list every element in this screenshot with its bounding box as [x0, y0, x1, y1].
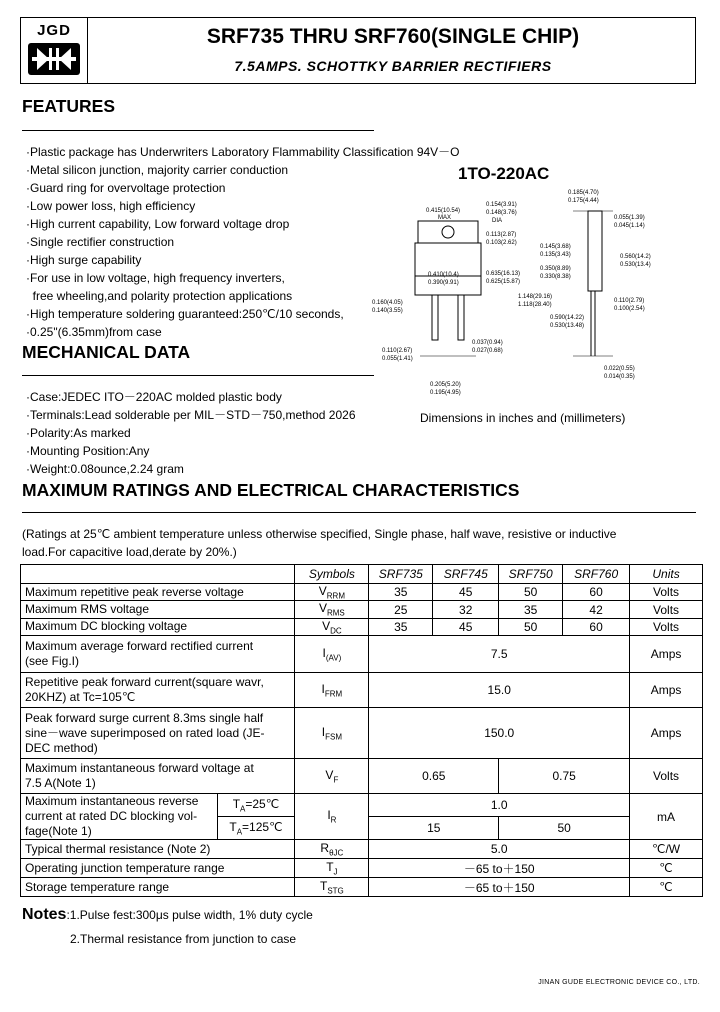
ratings-heading: MAXIMUM RATINGS AND ELECTRICAL CHARACTERISTICS	[22, 480, 520, 500]
dim-label: 0.350(8.89)	[540, 266, 571, 272]
dim-label: 0.560(14.2)	[620, 254, 651, 260]
unit-cell: Volts	[630, 601, 703, 618]
table-header-row	[21, 565, 703, 584]
value-cell: 50	[499, 817, 630, 840]
condition-text: T	[229, 819, 237, 834]
value-cell: 1.0	[369, 794, 630, 817]
features-rule	[22, 130, 374, 131]
value-cell: 35	[499, 601, 563, 618]
feature-item: ·High surge capability	[26, 253, 142, 267]
condition-value: =25℃	[245, 796, 280, 811]
mechanical-item: ·Mounting Position:Any	[26, 444, 150, 458]
dim-label: 0.145(3.68)	[540, 244, 571, 250]
dim-label: 0.014(0.35)	[604, 374, 635, 380]
dim-label: 0.635(16.13)	[486, 271, 521, 277]
param-cell	[21, 636, 295, 673]
feature-item: ·Guard ring for overvoltage protection	[26, 181, 226, 195]
value-cell: 0.65	[369, 759, 499, 794]
note-item: :1.Pulse fest:300μs pulse width, 1% duty cycle	[66, 908, 313, 922]
feature-item: ·0.25"(6.35mm)from case	[26, 325, 162, 339]
value-cell: 50	[499, 584, 563, 601]
feature-item: ·High temperature soldering guaranteed:250℃/10 seconds,	[26, 307, 344, 321]
dim-label: 0.027(0.68)	[472, 348, 503, 354]
dim-label: 0.530(13.48)	[550, 323, 585, 329]
package-title: 1TO-220AC	[458, 164, 550, 183]
value-cell: 15.0	[369, 673, 630, 708]
param-line: Repetitive peak forward current(square wavr,	[25, 675, 264, 690]
symbol-sub: R	[330, 815, 337, 825]
dim-label: 0.140(3.55)	[372, 308, 403, 314]
value-cell: 60	[563, 584, 630, 601]
dim-label: DIA	[492, 218, 503, 224]
symbol-cell	[295, 673, 369, 708]
mechanical-list	[26, 388, 356, 478]
value-cell: 42	[563, 601, 630, 618]
table-row	[21, 859, 703, 878]
dim-label: 0.110(2.67)	[382, 348, 413, 354]
header-srf745: SRF745	[433, 565, 499, 584]
mechanical-item: ·Case:JEDEC ITO－220AC molded plastic body	[26, 390, 282, 404]
dim-label: 1.148(29.16)	[518, 294, 553, 300]
header-srf750: SRF750	[499, 565, 563, 584]
notes-line-1	[22, 906, 313, 924]
dim-label: 0.055(1.39)	[614, 215, 645, 221]
note-item: 2.Thermal resistance from junction to case	[70, 932, 297, 946]
mechanical-rule	[22, 375, 374, 376]
dim-label: 0.135(3.43)	[540, 252, 571, 258]
dim-label: 0.530(13.4)	[620, 262, 651, 268]
param-line: Maximum instantaneous reverse	[25, 794, 199, 809]
unit-cell: Volts	[630, 618, 703, 635]
feature-item: ·High current capability, Low forward voltage drop	[26, 217, 290, 231]
unit-cell: Amps	[630, 636, 703, 673]
symbol-sub: FSM	[325, 732, 342, 742]
symbol-text: I	[327, 808, 331, 823]
condition-cell	[217, 817, 295, 840]
feature-item: ·For use in low voltage, high frequency inverters,	[26, 271, 285, 285]
symbol-text: I	[321, 681, 325, 696]
value-cell: －65 to＋150	[369, 878, 630, 897]
header-units: Units	[630, 565, 703, 584]
param-line: 7.5 A(Note 1)	[25, 776, 96, 791]
symbol-cell	[295, 840, 369, 859]
ratings-note	[22, 525, 712, 561]
symbol-cell	[295, 859, 369, 878]
ratings-rule	[22, 512, 696, 513]
param-line: Peak forward surge current 8.3ms single half	[25, 710, 264, 725]
symbol-sub: θJC	[329, 848, 344, 858]
dim-label: 0.037(0.94)	[472, 340, 503, 346]
notes-label: Notes	[22, 906, 67, 923]
symbol-cell	[295, 636, 369, 673]
symbol-text: V	[325, 767, 334, 782]
value-cell: 50	[499, 618, 563, 635]
value-cell: 15	[369, 817, 499, 840]
dim-label: 0.103(2.62)	[486, 240, 517, 246]
param-line: DEC method)	[25, 740, 98, 755]
param-cell: Typical thermal resistance (Note 2)	[21, 840, 295, 859]
unit-cell: ℃	[630, 859, 703, 878]
table-row	[21, 878, 703, 897]
value-cell: 35	[369, 618, 433, 635]
dim-label: 0.100(2.54)	[614, 306, 645, 312]
param-cell	[21, 759, 295, 794]
param-cell: Maximum DC blocking voltage	[21, 618, 295, 635]
header-empty-cell	[21, 565, 295, 584]
package-drawing	[368, 186, 668, 404]
param-line: Maximum instantaneous forward voltage at	[25, 761, 254, 776]
mechanical-item: ·Polarity:As marked	[26, 426, 131, 440]
param-cell	[21, 794, 218, 840]
table-row	[21, 636, 703, 673]
param-cell: Operating junction temperature range	[21, 859, 295, 878]
param-cell: Storage temperature range	[21, 878, 295, 897]
symbol-text: V	[322, 618, 331, 633]
dim-label: 0.330(8.38)	[540, 274, 571, 280]
table-row	[21, 794, 703, 817]
table-row	[21, 673, 703, 708]
mechanical-item: ·Terminals:Lead solderable per MIL－STD－750,method 2026	[26, 408, 356, 422]
unit-cell: Volts	[630, 584, 703, 601]
unit-cell: mA	[630, 794, 703, 840]
value-cell: 7.5	[369, 636, 630, 673]
unit-cell: ℃/W	[630, 840, 703, 859]
symbol-cell	[295, 618, 369, 635]
symbol-text: I	[321, 724, 326, 739]
footer-company: JINAN GUDE ELECTRONIC DEVICE CO., LTD.	[538, 979, 700, 986]
value-cell: 150.0	[369, 708, 630, 759]
symbol-sub: J	[333, 867, 338, 877]
feature-item: ·Low power loss, high efficiency	[26, 199, 196, 213]
value-cell: 45	[433, 618, 499, 635]
feature-item: ·Plastic package has Underwriters Laboratory Flammability Classification 94V－O	[26, 145, 460, 159]
value-cell: －65 to＋150	[369, 859, 630, 878]
unit-cell: Amps	[630, 673, 703, 708]
param-line: sine－wave superimposed on rated load (JE-	[25, 725, 265, 740]
dim-label: 0.175(4.44)	[568, 198, 599, 204]
param-line: 20KHZ) at Tc=105℃	[25, 690, 136, 705]
dim-label: 1.118(28.40)	[518, 302, 552, 308]
symbol-cell	[295, 708, 369, 759]
table-row	[21, 759, 703, 794]
dim-label: 0.045(1.14)	[614, 223, 645, 229]
dim-label: 0.160(4.05)	[372, 300, 403, 306]
ratings-note-line: (Ratings at 25℃ ambient temperature unless otherwise specified, Single phase, half wave, resistive or inductive	[22, 527, 617, 541]
table-row	[21, 601, 703, 618]
mechanical-heading: MECHANICAL DATA	[22, 342, 191, 362]
symbol-text: T	[319, 878, 328, 893]
table-row	[21, 584, 703, 601]
dim-label: 0.390(9.91)	[428, 280, 459, 286]
dim-label: 0.410(10.4)	[428, 272, 459, 278]
page-subtitle: 7.5AMPS. SCHOTTKY BARRIER RECTIFIERS	[234, 58, 552, 74]
param-cell: Maximum repetitive peak reverse voltage	[21, 584, 295, 601]
symbol-sub: F	[333, 775, 339, 785]
value-cell: 25	[369, 601, 433, 618]
param-cell: Maximum RMS voltage	[21, 601, 295, 618]
symbol-sub: FRM	[324, 689, 343, 699]
unit-cell: ℃	[630, 878, 703, 897]
dim-label: 0.625(15.87)	[486, 279, 521, 285]
page-title: SRF735 THRU SRF760(SINGLE CHIP)	[206, 25, 580, 48]
dim-label: 0.590(14.22)	[550, 315, 585, 321]
symbol-sub: DC	[330, 626, 342, 636]
dim-label: 0.195(4.95)	[430, 390, 461, 396]
dim-label: 0.113(2.87)	[486, 232, 517, 238]
symbol-cell	[295, 601, 369, 618]
mechanical-item: ·Weight:0.08ounce,2.24 gram	[26, 462, 184, 476]
header-srf735: SRF735	[369, 565, 433, 584]
header-srf760: SRF760	[563, 565, 630, 584]
condition-value: =125℃	[242, 819, 283, 834]
dimension-note: Dimensions in inches and (millimeters)	[420, 411, 626, 425]
dim-label: 0.154(3.91)	[486, 202, 517, 208]
param-line: current at rated DC blocking vol-	[25, 809, 198, 824]
table-row	[21, 708, 703, 759]
symbol-sub: STG	[327, 886, 344, 896]
condition-sub: A	[240, 804, 246, 814]
symbol-cell	[295, 794, 369, 840]
param-line: (see Fig.I)	[25, 654, 80, 669]
param-line: Maximum average forward rectified current	[25, 639, 254, 654]
symbol-sub: (AV)	[325, 653, 342, 663]
value-cell: 45	[433, 584, 499, 601]
value-cell: 0.75	[499, 759, 630, 794]
logo-text: JGD	[37, 22, 71, 39]
dim-label: 0.415(10.54)	[426, 208, 461, 214]
diode-logo-icon	[27, 42, 81, 76]
symbol-sub: RRM	[326, 591, 345, 601]
symbol-text: V	[318, 601, 327, 616]
dim-label: 0.055(1.41)	[382, 356, 413, 362]
symbol-text: I	[322, 645, 326, 660]
condition-cell	[217, 794, 295, 817]
symbol-cell	[295, 759, 369, 794]
condition-text: T	[232, 796, 241, 811]
symbol-cell	[295, 878, 369, 897]
unit-cell: Amps	[630, 708, 703, 759]
header-symbols: Symbols	[295, 565, 369, 584]
feature-item: free wheeling,and polarity protection applications	[26, 289, 293, 303]
symbol-text: V	[318, 584, 327, 598]
company-logo	[20, 17, 88, 84]
value-cell: 5.0	[369, 840, 630, 859]
param-line: fage(Note 1)	[25, 824, 92, 839]
table-row	[21, 840, 703, 859]
dim-label: 0.022(0.55)	[604, 366, 635, 372]
value-cell: 35	[369, 584, 433, 601]
dim-label: 0.148(3.76)	[486, 210, 517, 216]
param-cell	[21, 673, 295, 708]
ratings-table	[20, 564, 703, 897]
feature-item: ·Metal silicon junction, majority carrier conduction	[26, 163, 289, 177]
dim-label: MAX	[438, 215, 452, 221]
dim-label: 0.185(4.70)	[568, 190, 599, 196]
table-row	[21, 618, 703, 635]
param-cell	[21, 708, 295, 759]
value-cell: 60	[563, 618, 630, 635]
features-heading: FEATURES	[22, 96, 116, 116]
symbol-text: R	[320, 840, 330, 855]
condition-sub: A	[236, 827, 243, 837]
value-cell: 32	[433, 601, 499, 618]
feature-item: ·Single rectifier construction	[26, 235, 175, 249]
symbol-sub: RMS	[326, 608, 345, 618]
symbol-cell	[295, 584, 369, 601]
symbol-text: T	[326, 859, 334, 874]
dim-label: 0.205(5.20)	[430, 382, 461, 388]
unit-cell: Volts	[630, 759, 703, 794]
ratings-note-line: load.For capacitive load,derate by 20%.)	[22, 545, 237, 559]
dim-label: 0.110(2.79)	[614, 298, 645, 304]
